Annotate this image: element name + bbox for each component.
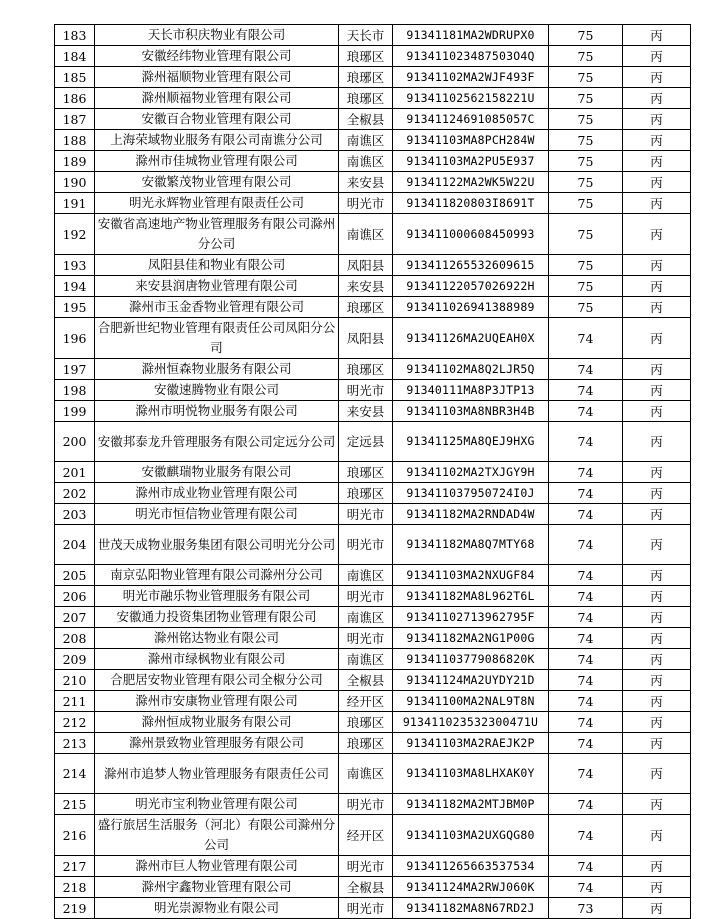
row-number-cell: 197 (55, 359, 95, 380)
district-cell: 来安县 (339, 401, 393, 422)
table-row (55, 670, 691, 691)
grade-cell: 丙 (623, 318, 691, 359)
row-number-cell: 189 (55, 151, 95, 172)
district-cell: 经开区 (339, 815, 393, 856)
credit-code-cell: 91341124MA2RWJ060K (393, 877, 549, 898)
district-cell: 明光市 (339, 898, 393, 919)
table-row (55, 25, 691, 46)
table-row (55, 856, 691, 877)
row-number-cell: 186 (55, 88, 95, 109)
row-number-cell: 216 (55, 815, 95, 856)
score-cell: 74 (549, 733, 623, 754)
company-name-cell: 滁州市玉金香物业管理有限公司 (95, 297, 339, 318)
company-name-cell: 安徽邦泰龙升管理服务有限公司定远分公司 (95, 422, 339, 462)
row-number-cell: 208 (55, 628, 95, 649)
row-number-cell: 200 (55, 422, 95, 462)
company-name-cell: 上海荣域物业服务有限公司南谯分公司 (95, 130, 339, 151)
score-cell: 74 (549, 691, 623, 712)
row-number-cell: 214 (55, 754, 95, 794)
score-cell: 74 (549, 380, 623, 401)
company-name-cell: 安徽通力投资集团物业管理有限公司 (95, 607, 339, 628)
credit-code-cell: 91341102MA8Q2LJR5Q (393, 359, 549, 380)
grade-cell: 丙 (623, 297, 691, 318)
row-number-cell: 196 (55, 318, 95, 359)
grade-cell: 丙 (623, 733, 691, 754)
table-row (55, 359, 691, 380)
row-number-cell: 207 (55, 607, 95, 628)
company-name-cell: 滁州顺福物业管理有限公司 (95, 88, 339, 109)
row-number-cell: 192 (55, 214, 95, 255)
row-number-cell: 191 (55, 193, 95, 214)
grade-cell: 丙 (623, 359, 691, 380)
company-name-cell: 滁州市安康物业管理有限公司 (95, 691, 339, 712)
table-row (55, 794, 691, 815)
credit-code-cell: 913411265663537534 (393, 856, 549, 877)
table-row (55, 586, 691, 607)
table-row (55, 67, 691, 88)
table-row (55, 628, 691, 649)
district-cell: 明光市 (339, 525, 393, 565)
score-cell: 75 (549, 46, 623, 67)
company-name-cell: 安徽百合物业管理有限公司 (95, 109, 339, 130)
table-row (55, 565, 691, 586)
credit-code-cell: 91341100MA2NAL9T8N (393, 691, 549, 712)
table-row (55, 607, 691, 628)
district-cell: 明光市 (339, 504, 393, 525)
credit-code-cell: 913411037950724I0J (393, 483, 549, 504)
row-number-cell: 198 (55, 380, 95, 401)
table-row (55, 733, 691, 754)
district-cell: 明光市 (339, 586, 393, 607)
score-cell: 74 (549, 649, 623, 670)
score-cell: 75 (549, 172, 623, 193)
district-cell: 定远县 (339, 422, 393, 462)
table-row (55, 46, 691, 67)
grade-cell: 丙 (623, 25, 691, 46)
grade-cell: 丙 (623, 193, 691, 214)
district-cell: 南谯区 (339, 214, 393, 255)
score-cell: 74 (549, 525, 623, 565)
district-cell: 凤阳县 (339, 318, 393, 359)
company-name-cell: 合肥居安物业管理有限公司全椒分公司 (95, 670, 339, 691)
table-row (55, 214, 691, 255)
credit-code-cell: 91341182MA8N67RD2J (393, 898, 549, 919)
grade-cell: 丙 (623, 483, 691, 504)
table-row (55, 380, 691, 401)
company-name-cell: 明光永辉物业管理有限责任公司 (95, 193, 339, 214)
score-cell: 75 (549, 214, 623, 255)
row-number-cell: 201 (55, 462, 95, 483)
district-cell: 来安县 (339, 276, 393, 297)
grade-cell: 丙 (623, 255, 691, 276)
row-number-cell: 194 (55, 276, 95, 297)
grade-cell: 丙 (623, 628, 691, 649)
row-number-cell: 219 (55, 898, 95, 919)
grade-cell: 丙 (623, 276, 691, 297)
district-cell: 琅琊区 (339, 462, 393, 483)
district-cell: 琅琊区 (339, 88, 393, 109)
company-name-cell: 合肥新世纪物业管理有限责任公司凤阳分公司 (95, 318, 339, 359)
company-name-cell: 凤阳县佳和物业有限公司 (95, 255, 339, 276)
grade-cell: 丙 (623, 525, 691, 565)
credit-code-cell: 91341103MA2PU5E937 (393, 151, 549, 172)
district-cell: 全椒县 (339, 877, 393, 898)
score-cell: 75 (549, 67, 623, 88)
score-cell: 74 (549, 401, 623, 422)
row-number-cell: 212 (55, 712, 95, 733)
credit-code-cell: 91341182MA2RNDAD4W (393, 504, 549, 525)
company-name-cell: 安徽麒瑞物业服务有限公司 (95, 462, 339, 483)
score-cell: 75 (549, 130, 623, 151)
district-cell: 琅琊区 (339, 46, 393, 67)
grade-cell: 丙 (623, 794, 691, 815)
score-cell: 74 (549, 754, 623, 794)
grade-cell: 丙 (623, 670, 691, 691)
row-number-cell: 187 (55, 109, 95, 130)
grade-cell: 丙 (623, 649, 691, 670)
score-cell: 74 (549, 422, 623, 462)
district-cell: 琅琊区 (339, 297, 393, 318)
company-name-cell: 安徽省高速地产物业管理服务有限公司滁州分公司 (95, 214, 339, 255)
district-cell: 明光市 (339, 628, 393, 649)
grade-cell: 丙 (623, 504, 691, 525)
company-name-cell: 滁州恒成物业服务有限公司 (95, 712, 339, 733)
credit-code-cell: 91341122057026922H (393, 276, 549, 297)
score-cell: 74 (549, 462, 623, 483)
table-row (55, 401, 691, 422)
row-number-cell: 210 (55, 670, 95, 691)
district-cell: 南谯区 (339, 754, 393, 794)
district-cell: 全椒县 (339, 109, 393, 130)
district-cell: 南谯区 (339, 151, 393, 172)
district-cell: 全椒县 (339, 670, 393, 691)
table-row (55, 898, 691, 919)
company-name-cell: 明光崇源物业有限公司 (95, 898, 339, 919)
table-row (55, 691, 691, 712)
credit-code-cell: 913411000608450993 (393, 214, 549, 255)
credit-code-cell: 91341103MA8PCH284W (393, 130, 549, 151)
row-number-cell: 183 (55, 25, 95, 46)
table-row (55, 422, 691, 462)
table-row (55, 109, 691, 130)
table-row (55, 712, 691, 733)
company-name-cell: 安徽经纬物业管理有限公司 (95, 46, 339, 67)
credit-code-cell: 91341122MA2WK5W22U (393, 172, 549, 193)
district-cell: 南谯区 (339, 130, 393, 151)
company-name-cell: 滁州景致物业管理服务有限公司 (95, 733, 339, 754)
row-number-cell: 218 (55, 877, 95, 898)
grade-cell: 丙 (623, 130, 691, 151)
table-row (55, 504, 691, 525)
grade-cell: 丙 (623, 754, 691, 794)
score-cell: 74 (549, 628, 623, 649)
row-number-cell: 206 (55, 586, 95, 607)
district-cell: 南谯区 (339, 565, 393, 586)
grade-cell: 丙 (623, 67, 691, 88)
district-cell: 经开区 (339, 691, 393, 712)
district-cell: 南谯区 (339, 649, 393, 670)
grade-cell: 丙 (623, 586, 691, 607)
row-number-cell: 211 (55, 691, 95, 712)
score-cell: 75 (549, 88, 623, 109)
score-cell: 75 (549, 109, 623, 130)
credit-code-cell: 913411026941388989 (393, 297, 549, 318)
credit-code-cell: 913411820803I8691T (393, 193, 549, 214)
grade-cell: 丙 (623, 46, 691, 67)
grade-cell: 丙 (623, 172, 691, 193)
district-cell: 琅琊区 (339, 67, 393, 88)
score-cell: 74 (549, 877, 623, 898)
company-name-cell: 滁州市追梦人物业管理服务有限责任公司 (95, 754, 339, 794)
score-cell: 73 (549, 898, 623, 919)
company-name-cell: 滁州福顺物业管理有限公司 (95, 67, 339, 88)
company-name-cell: 安徽繁茂物业管理有限公司 (95, 172, 339, 193)
table-row (55, 297, 691, 318)
row-number-cell: 213 (55, 733, 95, 754)
company-name-cell: 滁州铭达物业有限公司 (95, 628, 339, 649)
grade-cell: 丙 (623, 898, 691, 919)
company-name-cell: 安徽速腾物业有限公司 (95, 380, 339, 401)
company-name-cell: 世茂天成物业服务集团有限公司明光分公司 (95, 525, 339, 565)
table-row (55, 193, 691, 214)
grade-cell: 丙 (623, 691, 691, 712)
score-cell: 75 (549, 297, 623, 318)
table-row (55, 754, 691, 794)
credit-code-cell: 913411023532300471U (393, 712, 549, 733)
credit-code-cell: 91341125MA8QEJ9HXG (393, 422, 549, 462)
district-cell: 明光市 (339, 856, 393, 877)
table-body (55, 25, 691, 919)
credit-code-cell: 91341103MA2RAEJK2P (393, 733, 549, 754)
credit-code-cell: 91341102713962795F (393, 607, 549, 628)
company-name-cell: 滁州市明悦物业服务有限公司 (95, 401, 339, 422)
grade-cell: 丙 (623, 88, 691, 109)
table-row (55, 130, 691, 151)
credit-code-cell: 91341102MA2TXJGY9H (393, 462, 549, 483)
score-cell: 74 (549, 794, 623, 815)
district-cell: 明光市 (339, 193, 393, 214)
credit-code-cell: 91341182MA2MTJBM0P (393, 794, 549, 815)
company-name-cell: 滁州恒森物业服务有限公司 (95, 359, 339, 380)
grade-cell: 丙 (623, 422, 691, 462)
grade-cell: 丙 (623, 401, 691, 422)
row-number-cell: 184 (55, 46, 95, 67)
district-cell: 来安县 (339, 172, 393, 193)
district-cell: 凤阳县 (339, 255, 393, 276)
credit-code-cell: 91341126MA2UQEAH0X (393, 318, 549, 359)
company-name-cell: 明光市宝利物业管理有限公司 (95, 794, 339, 815)
table-row (55, 255, 691, 276)
district-cell: 天长市 (339, 25, 393, 46)
score-cell: 75 (549, 255, 623, 276)
credit-code-cell: 91341102MA2WJF493F (393, 67, 549, 88)
district-cell: 琅琊区 (339, 712, 393, 733)
credit-code-cell: 91341182MA8Q7MTY68 (393, 525, 549, 565)
grade-cell: 丙 (623, 856, 691, 877)
score-cell: 74 (549, 712, 623, 733)
company-name-cell: 来安县润唐物业管理有限公司 (95, 276, 339, 297)
credit-code-cell: 91341103MA8LHXAK0Y (393, 754, 549, 794)
table-row (55, 88, 691, 109)
row-number-cell: 205 (55, 565, 95, 586)
score-cell: 74 (549, 504, 623, 525)
grade-cell: 丙 (623, 815, 691, 856)
grade-cell: 丙 (623, 712, 691, 733)
row-number-cell: 185 (55, 67, 95, 88)
grade-cell: 丙 (623, 877, 691, 898)
table-row (55, 483, 691, 504)
credit-code-cell: 913411023487503O4Q (393, 46, 549, 67)
score-cell: 74 (549, 483, 623, 504)
company-rating-table (54, 24, 691, 919)
company-name-cell: 明光市恒信物业管理有限公司 (95, 504, 339, 525)
table-row (55, 525, 691, 565)
score-cell: 74 (549, 359, 623, 380)
table-row (55, 815, 691, 856)
score-cell: 75 (549, 276, 623, 297)
credit-code-cell: 91341103MA8NBR3H4B (393, 401, 549, 422)
company-name-cell: 明光市融乐物业管理服务有限公司 (95, 586, 339, 607)
company-name-cell: 天长市积庆物业有限公司 (95, 25, 339, 46)
table-row (55, 462, 691, 483)
credit-code-cell: 91341181MA2WDRUPX0 (393, 25, 549, 46)
credit-code-cell: 91341182MA8L962T6L (393, 586, 549, 607)
row-number-cell: 203 (55, 504, 95, 525)
row-number-cell: 188 (55, 130, 95, 151)
score-cell: 74 (549, 815, 623, 856)
row-number-cell: 209 (55, 649, 95, 670)
row-number-cell: 215 (55, 794, 95, 815)
district-cell: 琅琊区 (339, 733, 393, 754)
score-cell: 74 (549, 607, 623, 628)
row-number-cell: 204 (55, 525, 95, 565)
score-cell: 74 (549, 856, 623, 877)
row-number-cell: 193 (55, 255, 95, 276)
credit-code-cell: 91340111MA8P3JTP13 (393, 380, 549, 401)
credit-code-cell: 91341102562158221U (393, 88, 549, 109)
company-name-cell: 滁州市巨人物业管理有限公司 (95, 856, 339, 877)
score-cell: 74 (549, 565, 623, 586)
company-name-cell: 滁州市绿枫物业有限公司 (95, 649, 339, 670)
row-number-cell: 195 (55, 297, 95, 318)
row-number-cell: 190 (55, 172, 95, 193)
district-cell: 明光市 (339, 794, 393, 815)
score-cell: 75 (549, 193, 623, 214)
score-cell: 74 (549, 318, 623, 359)
company-name-cell: 滁州市成业物业管理有限公司 (95, 483, 339, 504)
score-cell: 74 (549, 586, 623, 607)
row-number-cell: 217 (55, 856, 95, 877)
row-number-cell: 199 (55, 401, 95, 422)
grade-cell: 丙 (623, 607, 691, 628)
credit-code-cell: 91341103MA2NXUGF84 (393, 565, 549, 586)
row-number-cell: 202 (55, 483, 95, 504)
table-row (55, 172, 691, 193)
score-cell: 74 (549, 670, 623, 691)
credit-code-cell: 91341103MA2UXGQG80 (393, 815, 549, 856)
credit-code-cell: 91341124MA2UYDY21D (393, 670, 549, 691)
grade-cell: 丙 (623, 109, 691, 130)
table-row (55, 151, 691, 172)
table-row (55, 649, 691, 670)
district-cell: 明光市 (339, 380, 393, 401)
credit-code-cell: 91341103779086820K (393, 649, 549, 670)
credit-code-cell: 91341182MA2NG1P00G (393, 628, 549, 649)
district-cell: 琅琊区 (339, 483, 393, 504)
company-name-cell: 滁州宇鑫物业管理有限公司 (95, 877, 339, 898)
company-name-cell: 滁州市佳城物业管理有限公司 (95, 151, 339, 172)
table-row (55, 276, 691, 297)
grade-cell: 丙 (623, 151, 691, 172)
grade-cell: 丙 (623, 214, 691, 255)
company-name-cell: 南京弘阳物业管理有限公司滁州分公司 (95, 565, 339, 586)
credit-code-cell: 913411265532609615 (393, 255, 549, 276)
credit-code-cell: 91341124691085057C (393, 109, 549, 130)
grade-cell: 丙 (623, 565, 691, 586)
score-cell: 75 (549, 151, 623, 172)
table-row (55, 877, 691, 898)
district-cell: 琅琊区 (339, 359, 393, 380)
company-name-cell: 盛行旅居生活服务（河北）有限公司滁州分公司 (95, 815, 339, 856)
grade-cell: 丙 (623, 380, 691, 401)
table-row (55, 318, 691, 359)
score-cell: 75 (549, 25, 623, 46)
district-cell: 南谯区 (339, 607, 393, 628)
grade-cell: 丙 (623, 462, 691, 483)
